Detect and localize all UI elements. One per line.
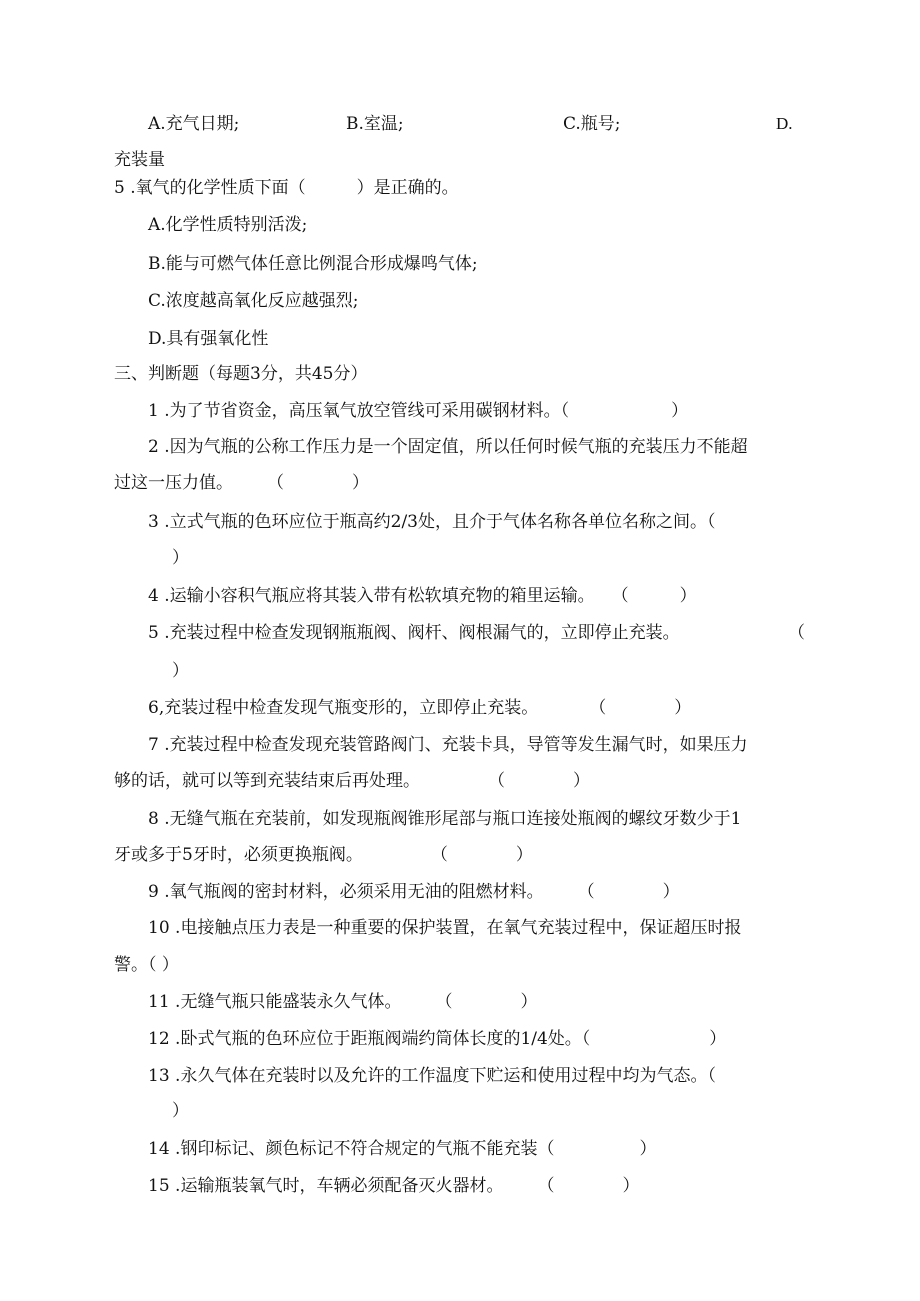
q4-option-d-text: 充装量 [114,150,165,170]
item-14: 14 .钢印标记、颜色标记不符合规定的气瓶不能充装（ ） [148,1139,657,1159]
item-13-line-2: ） [172,1101,189,1121]
item-13-line-1: 13 .永久气体在充装时以及允许的工作温度下贮运和使用过程中均为气态。（ [148,1066,716,1086]
q4-option-b: B.室温; [346,114,404,134]
q4-option-c: C.瓶号; [563,114,621,134]
q5-option-c: C.浓度越高氧化反应越强烈; [148,291,359,311]
item-5-answer-paren: （ [788,623,805,643]
item-6: 6,充装过程中检查发现气瓶变形的，立即停止充装。 （ ） [148,698,692,718]
item-7-line-2: 够的话，就可以等到充装结束后再处理。 （ ） [114,771,590,791]
item-5-line-1: 5 .充装过程中检查发现钢瓶瓶阀、阀杆、阀根漏气的，立即停止充装。 [148,623,680,643]
item-3-line-1: 3 .立式气瓶的色环应位于瓶高约2/3处，且介于气体名称各单位名称之间。（ [148,512,716,532]
item-8-line-1: 8 .无缝气瓶在充装前，如发现瓶阀锥形尾部与瓶口连接处瓶阀的螺纹牙数少于1 [148,809,742,829]
q5-option-d: D.具有强氧化性 [148,329,269,349]
q5-option-b: B.能与可燃气体任意比例混合形成爆鸣气体; [148,254,478,274]
item-3-line-2: ） [172,548,189,568]
item-7-line-1: 7 .充装过程中检查发现充装管路阀门、充装卡具，导管等发生漏气时，如果压力 [148,735,748,755]
q4-option-d-label: D. [776,114,793,133]
item-10-line-2: 警。（ ） [114,955,179,975]
section-heading: 三、判断题（每题3分，共45分） [114,364,368,384]
item-9: 9 .氧气瓶阀的密封材料，必须采用无油的阻燃材料。 （ ） [148,882,680,902]
item-1: 1 .为了节省资金，高压氧气放空管线可采用碳钢材料。（ ） [148,401,689,421]
item-8-line-2: 牙或多于5牙时，必须更换瓶阀。 （ ） [114,845,533,865]
item-12: 12 .卧式气瓶的色环应位于距瓶阀端约筒体长度的1/4处。（ ） [148,1029,727,1049]
q4-option-a: A.充气日期; [148,114,240,134]
item-2-line-2: 过这一压力值。 （ ） [114,473,369,493]
q5-option-a: A.化学性质特别活泼; [148,215,308,235]
item-10-line-1: 10 .电接触点压力表是一种重要的保护装置，在氧气充装过程中，保证超压时报 [148,918,742,938]
item-2-line-1: 2 .因为气瓶的公称工作压力是一个固定值，所以任何时候气瓶的充装压力不能超 [148,437,748,457]
item-4: 4 .运输小容积气瓶应将其装入带有松软填充物的箱里运输。 （ ） [148,586,697,606]
q5-stem: 5 .氧气的化学性质下面（ ）是正确的。 [114,178,459,198]
item-11: 11 .无缝气瓶只能盛装永久气体。 （ ） [148,992,538,1012]
item-15: 15 .运输瓶装氧气时，车辆必须配备灭火器材。 （ ） [148,1176,640,1196]
item-5-line-2: ） [172,661,189,681]
